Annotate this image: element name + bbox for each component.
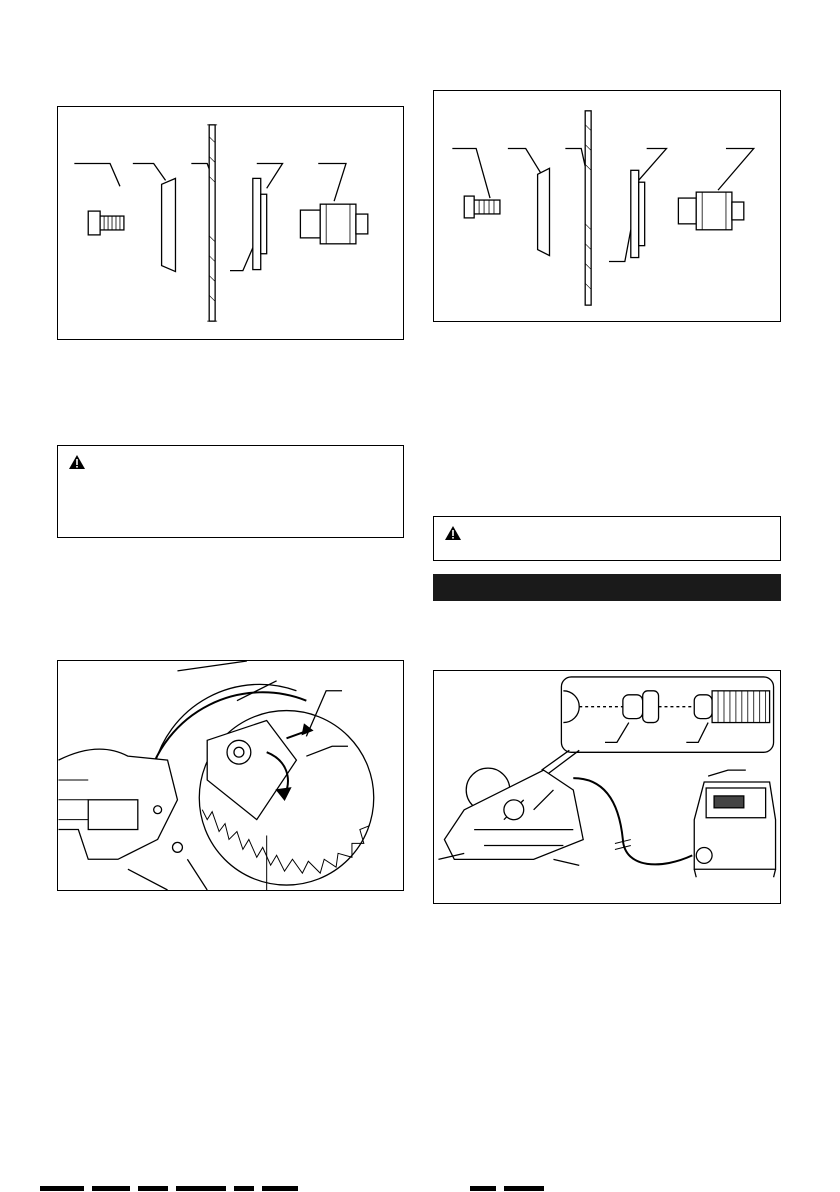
extraction-hose [573,778,692,864]
warning-box-2 [433,516,781,561]
leader-bolt-2 [452,149,490,199]
warning-triangle-icon [68,454,86,470]
arbor-bolt [227,740,251,764]
dust-extraction-figure [433,670,781,904]
blade-parts-figure-2 [433,90,781,322]
blade-rotation-figure [57,660,404,891]
joint-adapter [623,695,643,719]
leader-vacuum [708,770,746,776]
blade-parts-drawing-1 [58,107,403,339]
cropped-footer-strip [0,1183,840,1192]
leader-blade [191,164,211,175]
hose-end [694,695,712,719]
saw-blade [209,125,215,321]
leader-outer-flange-2 [508,149,542,175]
dust-extraction-drawing [434,671,780,903]
leader-shaft-2 [718,149,754,191]
section-header-bar [433,574,781,601]
blade-parts-drawing-2 [434,91,780,321]
blade-parts-figure-1 [57,106,404,340]
outer-flange [162,178,176,271]
leader-blade-2 [565,149,585,167]
spindle-shaft [300,210,320,238]
leader-inner-flange-2 [639,149,667,181]
leader-ring-2 [609,230,631,262]
bolt-head [88,211,100,235]
leader-outer-flange [133,164,166,181]
leader-shaft [318,164,346,202]
leader-ring [230,248,253,271]
warning-box-1 [57,445,404,538]
leader-guard-arrow [306,746,348,756]
leader-bolt [74,164,120,187]
saw-head-drawing [58,661,403,890]
warning-triangle-icon [444,525,462,541]
inner-flange [253,178,261,269]
